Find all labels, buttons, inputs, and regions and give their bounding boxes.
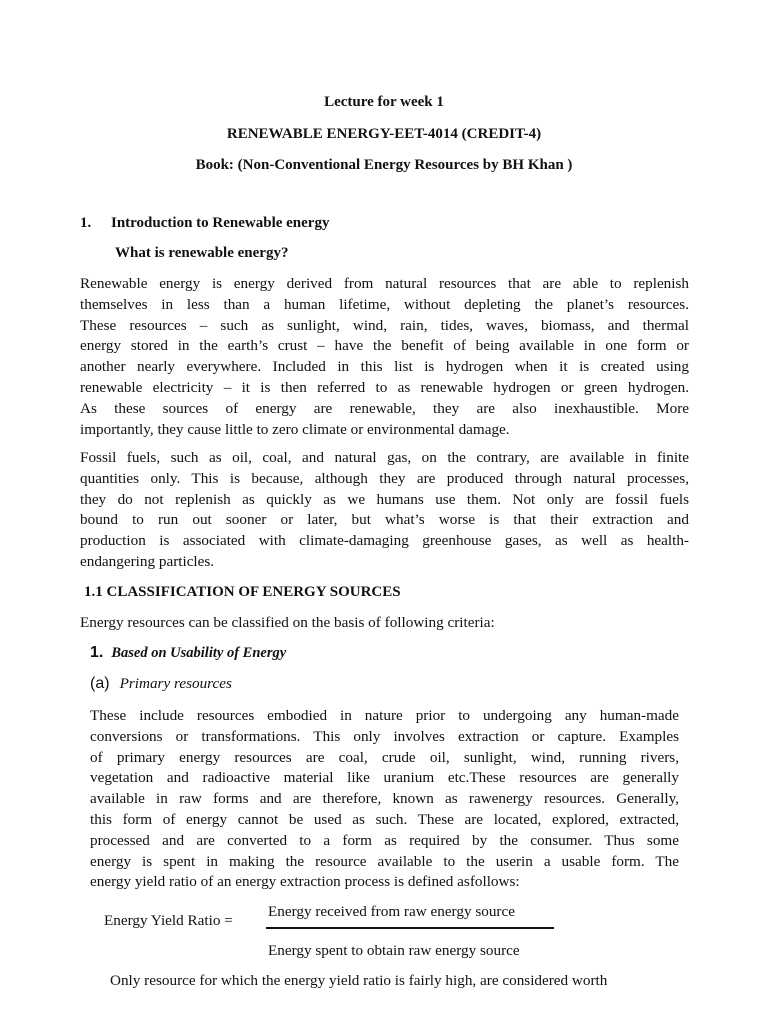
text-line: they do not replenish as quickly as we humans use them. Not only are fossil fuels <box>80 490 689 508</box>
formula-lhs: Energy Yield Ratio = <box>104 912 233 929</box>
text-line: Fossil fuels, such as oil, coal, and natural gas, on the contrary, are available in finite <box>80 449 689 466</box>
subcriterion-heading <box>90 675 232 693</box>
section-number: 1. <box>80 215 92 231</box>
subcriterion-marker: (a) <box>90 675 110 692</box>
formula-denominator: Energy spent to obtain raw energy source <box>268 942 520 959</box>
paragraph-renewable-definition <box>80 274 689 440</box>
text-line: These include resources embodied in nature prior to undergoing any human-made <box>90 707 679 724</box>
text-line: production is associated with climate-damaging greenhouse gases, as well as health- <box>80 532 689 550</box>
text-line: this form of energy cannot be used as such. These are located, explored, extracted, <box>90 810 679 828</box>
text-line: energy stored in the earth’s crust – have the benefit of being available in one form or <box>80 337 689 355</box>
paragraph-fossil-fuels <box>80 448 689 573</box>
fraction-bar <box>266 927 554 929</box>
text-line: conversions or transformations. This only involves extraction or capture. Examples <box>90 727 679 745</box>
text-line: Renewable energy is energy derived from natural resources that are able to replenish <box>80 275 689 292</box>
classification-intro: Energy resources can be classified on the basis of following criteria: <box>80 614 495 631</box>
text-line: of primary energy resources are coal, crude oil, sunlight, wind, running rivers, <box>90 748 679 766</box>
text-line: quantities only. This is because, although they are produced through natural processes, <box>80 469 689 487</box>
criterion-label: Based on Usability of Energy <box>111 645 287 661</box>
text-line: importantly, they cause little to zero climate or environmental damage. <box>80 420 510 438</box>
text-line: processed and are converted to a form as required by the consumer. Thus some <box>90 831 679 849</box>
closing-line: Only resource for which the energy yield ratio is fairly high, are considered worth <box>110 972 608 989</box>
section-question: What is renewable energy? <box>115 245 289 261</box>
subcriterion-label: Primary resources <box>119 675 232 692</box>
section-title: Introduction to Renewable energy <box>111 215 330 231</box>
course-title: RENEWABLE ENERGY-EET-4014 (CREDIT-4) <box>226 126 542 142</box>
lecture-title: Lecture for week 1 <box>324 94 444 110</box>
text-line: available in raw forms and are therefore, known as rawenergy resources. Generally, <box>90 790 679 808</box>
text-line: renewable electricity – it is then referred to as renewable hydrogen or green hydrogen. <box>80 378 689 396</box>
formula-numerator: Energy received from raw energy source <box>268 903 515 920</box>
text-line: energy yield ratio of an energy extraction process is defined asfollows: <box>90 873 520 891</box>
book-reference: Book: (Non-Conventional Energy Resources by BH Khan ) <box>195 157 573 173</box>
text-line: energy is spent in making the resource available to the userin a usable form. The <box>90 852 679 870</box>
text-line: endangering particles. <box>80 552 215 570</box>
text-line: As these sources of energy are renewable, they are also inexhaustible. More <box>80 399 689 417</box>
criterion-heading <box>90 644 286 662</box>
text-line: These resources – such as sunlight, wind, rain, tides, waves, biomass, and thermal <box>80 316 689 334</box>
text-line: vegetation and radioactive material like uranium etc.These resources are generally <box>90 769 679 787</box>
section-1-1-heading: 1.1 CLASSIFICATION OF ENERGY SOURCES <box>84 584 401 600</box>
text-line: themselves in less than a human lifetime, without depleting the planet’s resources. <box>80 295 689 313</box>
paragraph-primary-resources <box>90 706 679 893</box>
section-1-heading <box>80 215 329 232</box>
text-line: bound to run out sooner or later, but what’s worse is that their extraction and <box>80 511 689 529</box>
text-line: another nearly everywhere. Included in this list is hydrogen when it is created using <box>80 358 689 376</box>
criterion-marker: 1. <box>90 644 104 661</box>
